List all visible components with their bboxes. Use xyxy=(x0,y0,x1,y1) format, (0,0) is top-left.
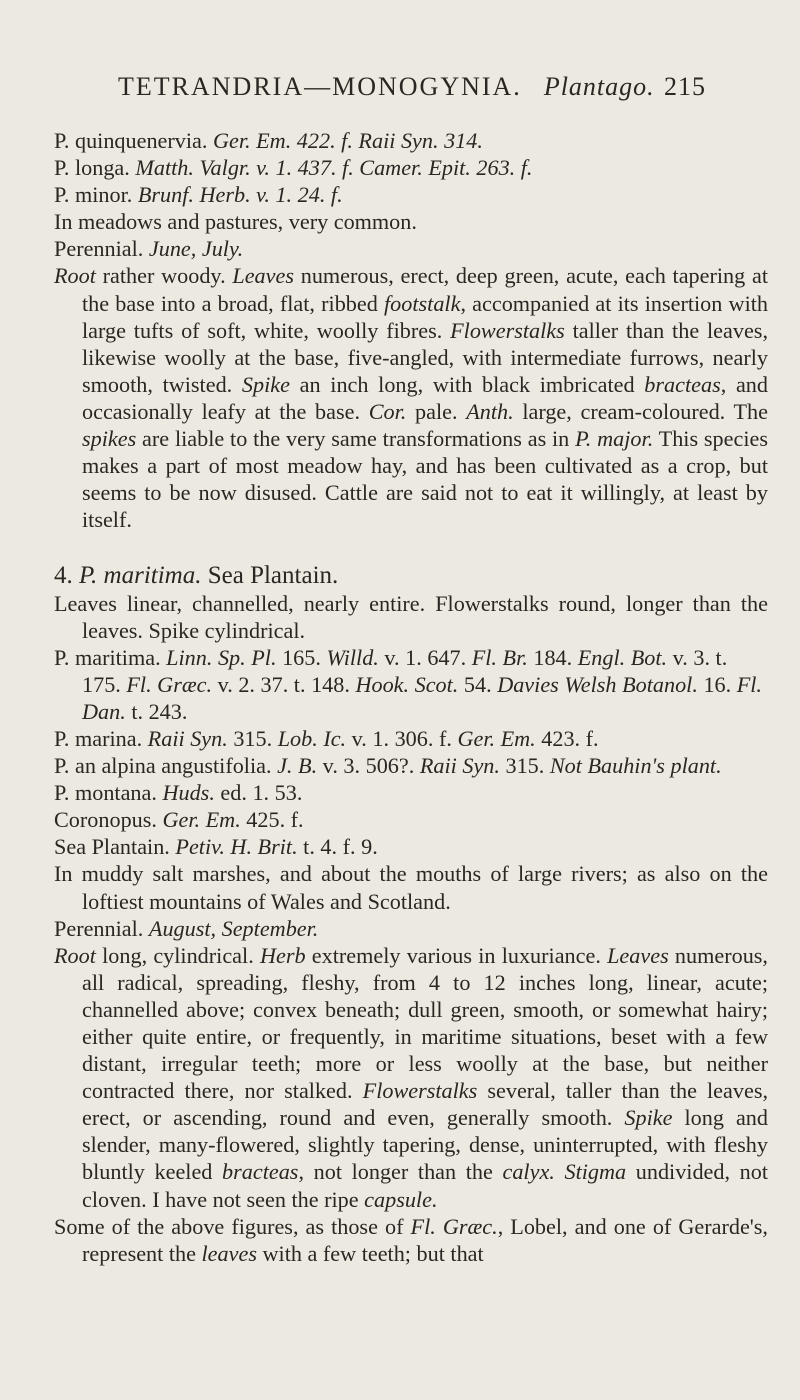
italic-text: Not Bauhin's plant. xyxy=(549,753,722,779)
description-paragraph xyxy=(54,942,768,1213)
species-heading: 4. P. maritima. Sea Plantain. xyxy=(54,562,339,590)
text-run: 16. xyxy=(697,671,737,697)
text-run: v. 1. 306. f. xyxy=(346,725,458,751)
italic-text: Ger. Em. xyxy=(457,725,536,751)
italic-text: Raii Syn. xyxy=(147,725,228,751)
text-run: 184. xyxy=(527,644,578,670)
italic-text: capsule. xyxy=(364,1186,438,1212)
text-run: several, taller than the leaves, erect, or ascending, round and even, generally smooth. xyxy=(82,1078,768,1131)
habitat-text: In muddy salt marshes, and about the mouths of large rivers; as also on the loftiest mountains of Wales and Scotland. xyxy=(54,861,768,914)
closing-paragraph xyxy=(54,1213,768,1267)
text-run: v. 3. t. 175. xyxy=(82,644,728,697)
text-run: 165. xyxy=(276,644,327,670)
synonym-entry xyxy=(54,806,768,833)
text-run: numerous, all radical, spreading, fleshy, from 4 to 12 inches long, linear, acute; channelled above; convex beneath; dull green, smooth, or somewhat hairy; either quite entire, or frequently, in maritime situations, beset with a few distant, irregular teeth; more or less woolly at the base, but neither contracted there, nor stalked. xyxy=(82,942,768,1104)
italic-text: Raii Syn. xyxy=(419,753,500,779)
description-paragraph xyxy=(54,262,768,533)
italic-text: calyx. xyxy=(502,1159,555,1185)
text-run: large, cream-coloured. The xyxy=(513,398,768,424)
text-run: , and occasionally leafy at the base. xyxy=(82,371,768,424)
synonym-entry: P. minor. Brunf. Herb. v. 1. 24. f. xyxy=(54,182,343,208)
synonym-entry xyxy=(54,833,768,860)
text-run: numerous, erect, deep green, acute, each tapering at the base into a broad, flat, ribbed xyxy=(82,263,768,316)
italic-text: Cor. xyxy=(368,398,407,424)
page-number: 215 xyxy=(664,72,706,101)
italic-text: Leaves xyxy=(232,263,294,289)
text-run: long and slender, many-flowered, slightly tapering, dense, uninterrupted, with fleshy bluntly keeled xyxy=(82,1105,768,1185)
italic-text: Stigma xyxy=(564,1159,627,1185)
text-run: 315. xyxy=(227,725,278,751)
text-run: This species makes a part of most meadow hay, and has been cultivated as a crop, but seems to be now disused. Cattle are said not to eat it willingly, at least by itself. xyxy=(82,426,768,533)
italic-text: Anth. xyxy=(466,398,514,424)
italic-text: Davies Welsh Botanol. xyxy=(497,671,698,697)
text-run: an inch long, with black imbricated xyxy=(289,371,645,397)
italic-text: bracteas xyxy=(222,1159,299,1185)
text-run: long, cylindrical. xyxy=(95,942,260,968)
italic-text: Flowerstalks xyxy=(362,1078,478,1104)
text-run: P. an alpina angustifolia. xyxy=(54,753,278,779)
italic-text: J. B. xyxy=(277,753,318,779)
italic-text: Spike xyxy=(624,1105,673,1131)
synonym-entry xyxy=(54,725,768,752)
text-run: 315. xyxy=(499,753,550,779)
header-genus: Plantago. xyxy=(543,72,655,101)
italic-text: Fl. Br. xyxy=(471,644,528,670)
synonym-entry: P. longa. Matth. Valgr. v. 1. 437. f. Camer. Epit. 263. f. xyxy=(54,155,533,181)
text-run: ed. 1. 53. xyxy=(214,780,303,806)
text-run: extremely various in luxuriance. xyxy=(305,942,608,968)
synonym-list xyxy=(54,644,768,861)
synonym-entry xyxy=(54,779,768,806)
text-run: rather woody. xyxy=(95,263,233,289)
italic-text: Ger. Em. xyxy=(162,807,241,833)
italic-text: Lob. Ic. xyxy=(277,725,347,751)
italic-text: Fl. Dan. xyxy=(82,671,762,724)
text-run: t. 4. f. 9. xyxy=(297,834,378,860)
text-run: , Lobel, and one of Gerarde's, represent the xyxy=(82,1213,768,1266)
running-header xyxy=(118,72,706,102)
text-run: 425. f. xyxy=(240,807,304,833)
text-run: , not longer than the xyxy=(298,1159,503,1185)
italic-text: spikes xyxy=(82,426,137,452)
header-title: TETRANDRIA—MONOGYNIA. xyxy=(118,72,522,101)
synonym-entry: P. quinquenervia. Ger. Em. 422. f. Raii Syn. 314. xyxy=(54,128,483,153)
italic-text: leaves xyxy=(201,1240,257,1266)
italic-text: Huds. xyxy=(162,780,215,806)
italic-text: Flowerstalks xyxy=(450,317,565,343)
text-run: 423. f. xyxy=(535,725,599,751)
text-run: with a few teeth; but that xyxy=(256,1240,484,1266)
text-run: 54. xyxy=(458,671,498,697)
text-run: P. montana. xyxy=(54,780,163,806)
italic-text: Petiv. H. Brit. xyxy=(175,834,298,860)
text-run: P. marina. xyxy=(54,725,148,751)
synonym-entry xyxy=(54,644,768,725)
text-run: , accompanied at its insertion with large tufts of soft, white, woolly fibres. xyxy=(82,290,768,343)
italic-text: footstalk xyxy=(384,290,461,316)
italic-text: Hook. Scot. xyxy=(355,671,459,697)
synonym-entry xyxy=(54,752,768,779)
italic-text: Spike xyxy=(241,371,290,397)
italic-text: Fl. Græc. xyxy=(126,671,213,697)
text-run: Coronopus. xyxy=(54,807,163,833)
text-run: taller than the leaves, likewise woolly at the base, five-angled, with intermediate furrows, nearly smooth, twisted. xyxy=(82,317,768,397)
italic-text: bracteas xyxy=(644,371,721,397)
italic-text: P. major. xyxy=(575,426,654,452)
habitat-text: In meadows and pastures, very common. xyxy=(54,209,417,235)
italic-text: Root xyxy=(54,942,96,968)
synonym-list-top xyxy=(54,127,768,208)
text-run: t. 243. xyxy=(125,698,188,724)
diagnosis-text: Leaves linear, channelled, nearly entire. Flowerstalks round, longer than the leaves. Spike cylindrical. xyxy=(54,590,768,643)
italic-text: Root xyxy=(54,263,96,289)
text-run: Some of the above figures, as those of xyxy=(54,1213,411,1239)
italic-text: Linn. Sp. Pl. xyxy=(166,644,277,670)
italic-text: Herb xyxy=(259,942,306,968)
text-run: pale. xyxy=(406,398,467,424)
italic-text: Fl. Græc. xyxy=(410,1213,498,1239)
text-run: v. 1. 647. xyxy=(378,644,472,670)
italic-text: Leaves xyxy=(607,942,669,968)
duration-text: Perennial. August, September. xyxy=(54,915,319,941)
page-body xyxy=(54,127,768,1267)
text-run: undivided, not cloven. I have not seen the ripe xyxy=(82,1159,769,1212)
italic-text: Engl. Bot. xyxy=(577,644,668,670)
text-run: Sea Plantain. xyxy=(54,834,176,860)
text-run: v. 3. 506?. xyxy=(317,753,420,779)
text-run: v. 2. 37. t. 148. xyxy=(212,671,356,697)
duration-text: Perennial. June, July. xyxy=(54,236,244,262)
italic-text: Willd. xyxy=(326,644,379,670)
text-run: are liable to the very same transformations as in xyxy=(136,426,576,452)
text-run: P. maritima. xyxy=(54,644,167,670)
